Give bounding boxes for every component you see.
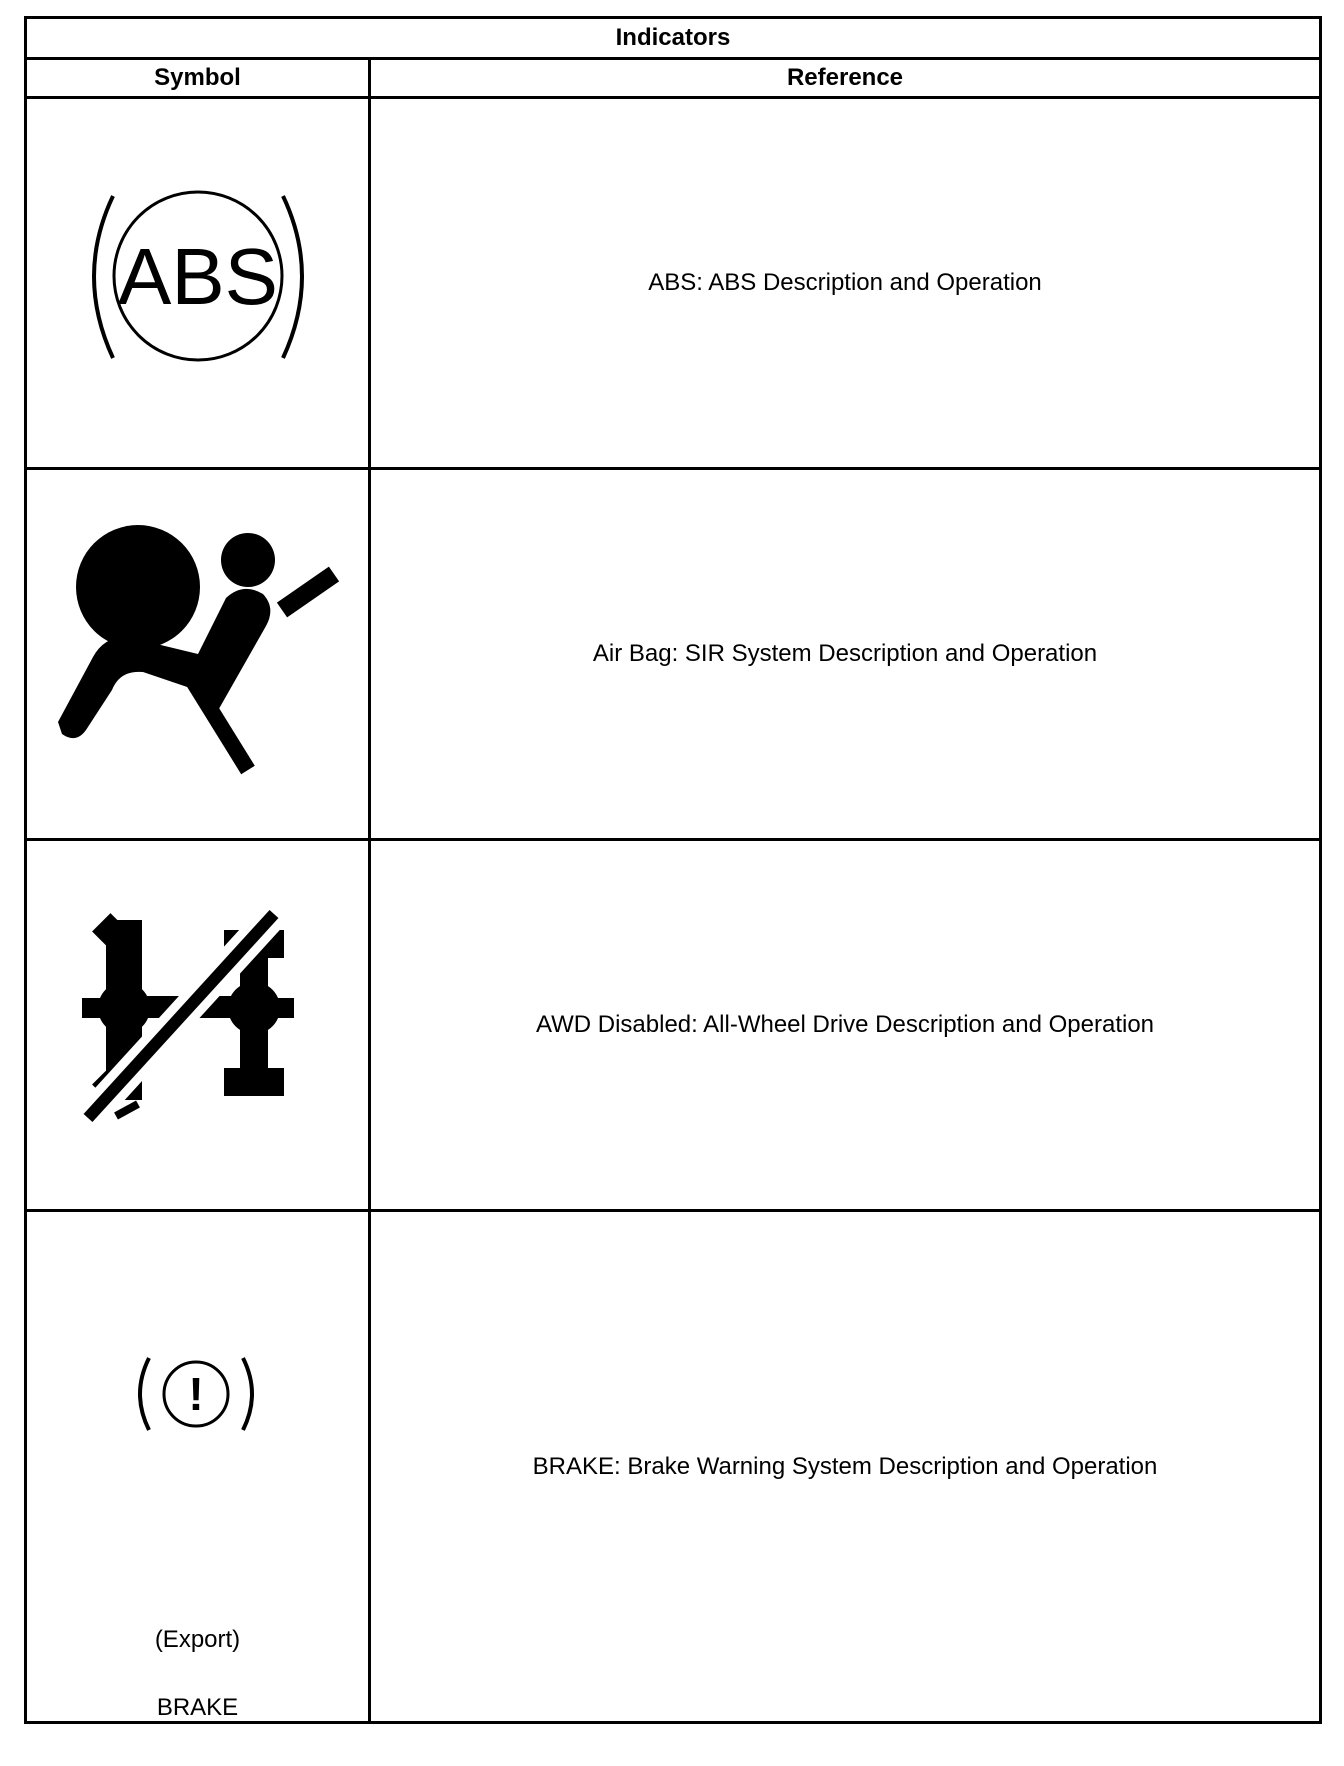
table-row [26,98,1321,469]
brake-icon-text: ! [188,1368,204,1420]
reference-cell: Air Bag: SIR System Description and Operation [370,469,1321,840]
symbol-cell [26,469,370,840]
reference-cell: ABS: ABS Description and Operation [370,98,1321,469]
table-title: Indicators [26,18,1321,59]
reference-cell: BRAKE: Brake Warning System Description and Operation [370,1211,1321,1723]
symbol-cell [26,98,370,469]
abs-icon-text: ABS [117,231,278,321]
export-note: (Export) [154,1626,241,1653]
table-row [26,469,1321,840]
brake-warning-icon [131,1352,261,1436]
table-title-row [26,18,1321,59]
table-header-row [26,59,1321,98]
brake-symbol-area [27,1212,368,1721]
symbol-cell [26,1211,370,1723]
symbol-cell [26,840,370,1211]
table-row [26,1211,1321,1723]
abs-warning-icon [83,186,313,376]
symbol-column-header: Symbol [26,59,370,98]
table-row [26,840,1321,1211]
awd-disabled-icon [78,908,318,1138]
reference-cell: AWD Disabled: All-Wheel Drive Description and Operation [370,840,1321,1211]
airbag-icon [48,522,348,782]
reference-column-header: Reference [370,59,1321,98]
brake-label: BRAKE [156,1694,239,1721]
indicators-table [24,16,1322,1724]
